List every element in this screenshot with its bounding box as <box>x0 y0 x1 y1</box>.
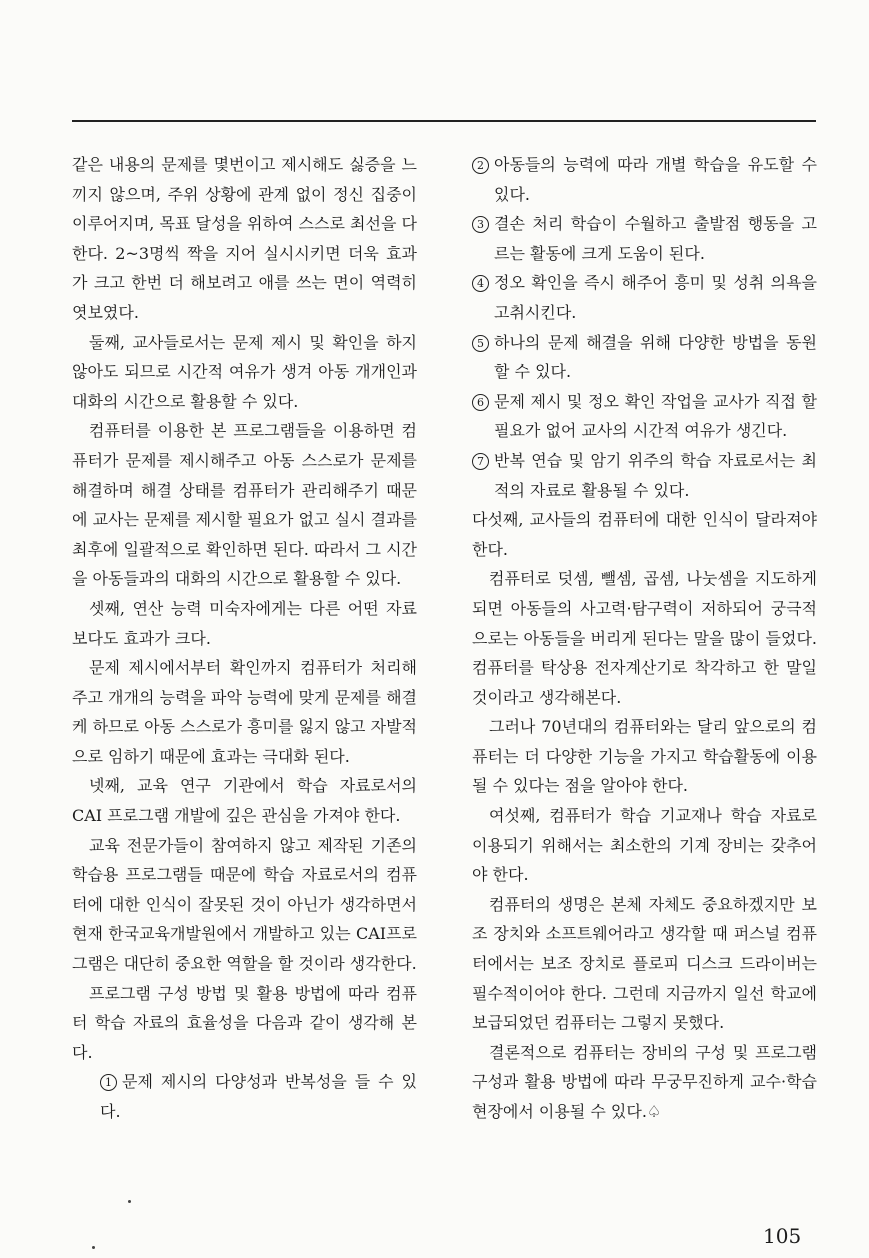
list-item <box>472 268 817 327</box>
list-item <box>472 209 817 268</box>
list-item <box>472 446 817 505</box>
scan-speck <box>92 1246 95 1249</box>
paragraph: 컴퓨터로 덧셈, 뺄셈, 곱셈, 나눗셈을 지도하게 되면 아동들의 사고력·탐구력이 저하되어 궁극적으로는 아동들을 버리게 된다는 말을 많이 들었다. 컴퓨터를 탁상용 전자계산기로 착각하고 한 말일 것이라고 생각해본다. <box>472 569 817 707</box>
page-number: 105 <box>763 1224 802 1248</box>
paragraph: 프로그램 구성 방법 및 활용 방법에 따라 컴퓨터 학습 자료의 효율성을 다음과 같이 생각해 본다. <box>72 983 417 1062</box>
paragraph: 결론적으로 컴퓨터는 장비의 구성 및 프로그램 구성과 활용 방법에 따라 무궁무진하게 교수·학습 현장에서 이용될 수 있다.♤ <box>472 1042 817 1121</box>
right-column <box>472 150 817 1127</box>
circled-number-icon: 3 <box>472 216 489 233</box>
list-item <box>472 387 817 446</box>
list-item-text: 정오 확인을 즉시 해주어 흥미 및 성취 의욕을 고취시킨다. <box>494 273 817 322</box>
list-item-text: 반복 연습 및 암기 위주의 학습 자료로서는 최적의 자료로 활용될 수 있다. <box>494 450 817 500</box>
circled-number-icon: 1 <box>100 1074 117 1091</box>
top-rule <box>72 120 816 122</box>
circled-number-icon: 7 <box>472 453 489 470</box>
paragraph: 교육 전문가들이 참여하지 않고 제작된 기존의 학습용 프로그램들 때문에 학습 자료로서의 컴퓨터에 대한 인식이 잘못된 것이 아닌가 생각하면서 현재 한국교육개발원에서 개발하고 있는 CAI프로그램은 대단히 중요한 역할을 할 것이라 생각한다. <box>72 835 417 974</box>
list-item-text: 문제 제시의 다양성과 반복성을 들 수 있다. <box>100 1072 417 1121</box>
paragraph: 문제 제시에서부터 확인까지 컴퓨터가 처리해주고 개개의 능력을 파악 능력에 맞게 문제를 해결케 하므로 아동 스스로가 흥미를 잃지 않고 자발적으로 임하기 때문에 효과는 극대화 된다. <box>72 658 417 766</box>
list-item <box>472 328 817 387</box>
paragraph: 다섯째, 교사들의 컴퓨터에 대한 인식이 달라져야 한다. <box>472 510 817 559</box>
list-item-text: 결손 처리 학습이 수월하고 출발점 행동을 고르는 활동에 크게 도움이 된다. <box>494 214 817 263</box>
paragraph: 셋째, 연산 능력 미숙자에게는 다른 어떤 자료보다도 효과가 크다. <box>72 598 417 648</box>
paragraph: 컴퓨터를 이용한 본 프로그램들을 이용하면 컴퓨터가 문제를 제시해주고 아동 스스로가 문제를 해결하며 해결 상태를 컴퓨터가 관리해주기 때문에 교사는 문제를 제시할 필요가 없고 실시 결과를 최후에 일괄적으로 확인하면 된다. 따라서 그 시간을 아동들과의 대화의 시간으로 활용할 수 있다. <box>72 421 417 589</box>
circled-number-icon: 5 <box>472 335 489 352</box>
paragraph: 그러나 70년대의 컴퓨터와는 달리 앞으로의 컴퓨터는 더 다양한 기능을 가지고 학습활동에 이용될 수 있다는 점을 알아야 한다. <box>472 717 817 796</box>
paragraph: 둘째, 교사들로서는 문제 제시 및 확인을 하지 않아도 되므로 시간적 여유가 생겨 아동 개개인과 대화의 시간으로 활용할 수 있다. <box>72 332 417 411</box>
list-item-text: 하나의 문제 해결을 위해 다양한 방법을 동원할 수 있다. <box>494 332 817 382</box>
list-item-text: 문제 제시 및 정오 확인 작업을 교사가 직접 할 필요가 없어 교사의 시간적 여유가 생긴다. <box>494 391 817 441</box>
paragraph: 넷째, 교육 연구 기관에서 학습 자료로서의 CAI 프로그램 개발에 깊은 관심을 가져야 한다. <box>72 776 417 826</box>
paragraph: 여섯째, 컴퓨터가 학습 기교재나 학습 자료로 이용되기 위해서는 최소한의 기계 장비는 갖추어야 한다. <box>472 806 817 885</box>
list-item-text: 아동들의 능력에 따라 개별 학습을 유도할 수 있다. <box>494 155 817 204</box>
left-column <box>72 150 417 1127</box>
list-item <box>72 1067 417 1126</box>
circled-number-icon: 6 <box>472 394 489 411</box>
list-item <box>472 150 817 209</box>
scan-speck <box>128 1200 131 1203</box>
paragraph: 컴퓨터의 생명은 본체 자체도 중요하겠지만 보조 장치와 소프트웨어라고 생각할 때 퍼스널 컴퓨터에서는 보조 장치로 플로피 디스크 드라이버는 필수적이어야 한다. 그런데 지금까지 일선 학교에 보급되었던 컴퓨터는 그렇지 못했다. <box>472 894 817 1033</box>
paragraph: 같은 내용의 문제를 몇번이고 제시해도 싫증을 느끼지 않으며, 주위 상황에 관계 없이 정신 집중이 이루어지며, 목표 달성을 위하여 스스로 최선을 다한다. 2~3명씩 짝을 지어 실시시키면 더욱 효과가 크고 한번 더 해보려고 애를 쓰는 면이 역력히 엿보였다. <box>72 155 417 322</box>
circled-number-icon: 4 <box>472 275 489 292</box>
circled-number-icon: 2 <box>472 157 489 174</box>
